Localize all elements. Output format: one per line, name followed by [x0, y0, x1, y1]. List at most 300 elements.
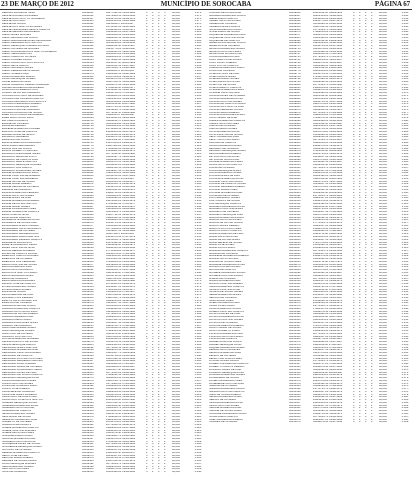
registration-code: 02348740 [82, 133, 94, 136]
ranking-position: 1.570º [401, 368, 409, 371]
score-d: 1 [164, 343, 166, 346]
score-a: 2 [353, 236, 355, 239]
score-a: 6 [146, 216, 148, 219]
candidate-name: RAFAEL HENRIQUE ROSA [209, 343, 242, 346]
candidate-name: FERNANDA APARECIDA LIMA [2, 349, 39, 352]
document-and-birthdate: 34445208-2P 19/11/1984 [106, 310, 136, 313]
score-b: 1 [152, 332, 154, 335]
score-c: 1 [158, 258, 160, 261]
registration-code: 02349549 [82, 446, 94, 449]
score-c: 1 [158, 108, 160, 111]
candidate-name: EDUARDO FELIPE MARTINS [2, 161, 37, 164]
score-a: 6 [353, 175, 355, 178]
score-c: 5 [158, 75, 160, 78]
registration-code: 02349370 [82, 377, 94, 380]
document-and-birthdate: 22447479-8P 24/10/1971 [313, 379, 343, 382]
score-d: 3 [371, 379, 373, 382]
candidate-name: SARA DE SOUZA RIBEIRO [209, 393, 242, 396]
score-c: 4 [158, 249, 160, 252]
final-score: 86,000 [379, 67, 387, 70]
score-c: 2 [365, 150, 367, 153]
registration-code: 02349820 [289, 89, 301, 92]
score-d: 3 [164, 465, 166, 468]
ranking-position: 1.586º [401, 413, 409, 416]
candidate-name: ERIKA MARIA RODRIGUES [2, 280, 35, 283]
score-d: 3 [164, 471, 166, 474]
candidate-name: JOANA APARECIDA LIMA [209, 56, 240, 59]
ranking-position: 1.291º [194, 59, 202, 62]
candidate-name: ELISANGELA DE OLIVEIRA [2, 230, 36, 233]
ranking-position: 1.498º [401, 169, 409, 172]
score-a: 5 [353, 180, 355, 183]
score-c: 3 [365, 415, 367, 418]
score-c: 4 [365, 114, 367, 117]
final-score: 86,000 [172, 86, 180, 89]
final-score: 86,000 [379, 238, 387, 241]
score-a: 1 [146, 70, 148, 73]
registration-code: 02350099 [289, 197, 301, 200]
score-b: 3 [359, 42, 361, 45]
score-d: 2 [164, 296, 166, 299]
candidate-name: DEBORA SALVADOR SILVA [2, 12, 35, 14]
score-c: 3 [158, 296, 160, 299]
score-c: 2 [365, 94, 367, 97]
score-a: 4 [353, 213, 355, 216]
registration-code: 02350149 [289, 216, 301, 219]
document-and-birthdate: 43990167-2P 22/02/1990 [106, 448, 136, 451]
final-score: 86,000 [379, 316, 387, 319]
score-c: 5 [158, 92, 160, 95]
final-score: 86,000 [172, 144, 180, 147]
registration-code: 02349378 [82, 379, 94, 382]
document-and-birthdate: 20556789-2P 28/08/1968 [106, 421, 136, 424]
candidate-name: LIDIANE APARECIDA PIRES [209, 161, 243, 164]
score-c: 4 [158, 211, 160, 214]
registration-code: 02350256 [289, 258, 301, 261]
document-and-birthdate: 44003451-8P 06/02/1991 [106, 343, 136, 346]
score-a: 6 [353, 318, 355, 321]
score-a: 4 [353, 418, 355, 421]
candidate-name: FRANCISCO JOSE DOS SANTOS [2, 399, 43, 402]
candidate-name: NILZA MARIA PIRES [209, 299, 234, 302]
score-b: 4 [152, 155, 154, 158]
registration-code: 02350063 [289, 183, 301, 186]
score-b: 6 [359, 404, 361, 407]
final-score: 86,000 [379, 222, 387, 225]
score-b: 2 [152, 407, 154, 410]
score-d: 2 [164, 194, 166, 197]
score-a: 6 [146, 407, 148, 410]
document-and-birthdate: 27006612-4P 01/11/1976 [106, 147, 136, 150]
score-a: 4 [146, 460, 148, 463]
score-a: 5 [353, 354, 355, 357]
score-b: 3 [152, 310, 154, 313]
final-score: 86,000 [379, 53, 387, 56]
score-b: 4 [359, 108, 361, 111]
score-d: 2 [164, 396, 166, 399]
ranking-position: 1.515º [401, 216, 409, 219]
score-a: 4 [146, 133, 148, 136]
score-a: 2 [146, 263, 148, 266]
candidate-name: PRISCILA DE CAMPOS [209, 338, 237, 341]
registration-code: 02349599 [82, 465, 94, 468]
document-and-birthdate: 16335756-5P 17/01/1964 [313, 72, 343, 75]
score-c: 4 [158, 360, 160, 363]
score-d: 2 [371, 291, 373, 294]
ranking-position: 1.513º [401, 211, 409, 214]
score-a: 3 [353, 299, 355, 302]
score-d: 3 [371, 136, 373, 139]
final-score: 86,000 [172, 17, 180, 20]
ranking-position: 1.313º [194, 119, 202, 122]
document-and-birthdate: 44558990-1P 03/06/1990 [313, 106, 343, 109]
score-a: 6 [146, 260, 148, 263]
document-and-birthdate: 31992679-3P 15/02/1982 [313, 283, 343, 286]
registration-code: 02348461 [82, 34, 94, 37]
final-score: 86,000 [379, 56, 387, 59]
score-d: 2 [164, 269, 166, 272]
score-c: 4 [158, 183, 160, 186]
score-a: 4 [353, 56, 355, 59]
score-a: 2 [146, 141, 148, 144]
document-and-birthdate: 31665204-1P 11/12/1982 [106, 194, 136, 197]
score-d: 2 [371, 166, 373, 169]
registration-code: 02348491 [82, 45, 94, 48]
score-b: 2 [359, 360, 361, 363]
registration-code: 02348770 [82, 144, 94, 147]
score-a: 0 [146, 14, 148, 17]
ranking-position: 1.357º [194, 241, 202, 244]
final-score: 86,000 [172, 155, 180, 158]
score-d: 2 [371, 407, 373, 410]
score-b: 5 [152, 294, 154, 297]
registration-code: 02348962 [82, 219, 94, 222]
score-c: 3 [158, 349, 160, 352]
ranking-position: 1.505º [401, 189, 409, 191]
score-a: 3 [146, 341, 148, 344]
candidate-name: JOAO VICTOR CAMPOS [209, 64, 239, 67]
ranking-position: 1.563º [401, 349, 409, 352]
candidate-name: ELVIRA DE CAMPOS ROCHA [2, 252, 38, 255]
final-score: 86,000 [172, 247, 180, 250]
final-score: 86,000 [379, 335, 387, 338]
score-c: 5 [158, 236, 160, 239]
document-and-birthdate: 19223456-9P 16/03/1967 [106, 418, 136, 421]
final-score: 86,000 [172, 321, 180, 324]
ranking-position: 1.509º [401, 200, 409, 203]
ranking-position: 1.568º [401, 363, 409, 366]
score-d: 1 [371, 327, 373, 330]
score-d: 3 [371, 277, 373, 280]
score-d: 2 [164, 313, 166, 316]
score-c: 4 [158, 291, 160, 294]
score-c: 5 [365, 186, 367, 189]
score-a: 5 [146, 164, 148, 167]
registration-code: 02349356 [82, 371, 94, 374]
score-b: 2 [359, 390, 361, 393]
candidate-name: EDSON LUIZ DE SOUZA [2, 147, 32, 150]
ranking-position: 1.374º [194, 288, 202, 291]
registration-code: 02349541 [82, 443, 94, 446]
score-c: 3 [365, 59, 367, 62]
final-score: 86,000 [172, 169, 180, 172]
final-score: 86,000 [379, 413, 387, 416]
score-d: 3 [371, 94, 373, 97]
registration-code: 02348836 [82, 169, 94, 172]
final-score: 86,000 [379, 144, 387, 147]
candidate-name: SIMONE APARECIDA LIMA [209, 407, 242, 410]
score-c: 3 [158, 233, 160, 236]
document-and-birthdate: 25338901-6P 24/06/1975 [106, 150, 136, 153]
registration-code: 02350592 [289, 388, 301, 391]
registration-code: 02349063 [82, 258, 94, 261]
score-a: 1 [353, 230, 355, 233]
score-c: 4 [158, 28, 160, 31]
score-a: 5 [146, 368, 148, 371]
final-score: 86,000 [172, 471, 180, 474]
final-score: 86,000 [379, 205, 387, 208]
candidate-name: JULIANA FERREIRA SOUZA [209, 108, 243, 111]
document-and-birthdate: 40992779-3P 03/02/1987 [313, 338, 343, 341]
registration-code: 02348604 [82, 83, 94, 86]
final-score: 86,000 [379, 352, 387, 355]
final-score: 86,000 [172, 266, 180, 269]
registration-code: 02349656 [289, 25, 301, 28]
document-and-birthdate: 43336756-5P 04/01/1991 [313, 128, 343, 131]
ranking-position: 1.316º [194, 128, 202, 131]
final-score: 86,000 [379, 224, 387, 227]
registration-code: 02348502 [82, 47, 94, 50]
score-b: 3 [152, 382, 154, 385]
candidate-name: DOUGLAS EDUARDO DOS SANTOS [2, 100, 47, 103]
final-score: 86,000 [172, 296, 180, 299]
ranking-position: 1.576º [401, 385, 409, 388]
score-a: 3 [146, 86, 148, 89]
score-b: 5 [152, 277, 154, 280]
score-a: 3 [146, 31, 148, 34]
registration-code: 02348785 [82, 150, 94, 153]
candidate-name: NATALIA CRISTINA ROSA [209, 288, 241, 291]
score-d: 2 [371, 346, 373, 349]
score-d: 3 [164, 70, 166, 73]
document-and-birthdate: 26110954-0P 18/04/1976 [106, 189, 136, 191]
score-a: 5 [353, 310, 355, 313]
final-score: 86,000 [172, 349, 180, 352]
final-score: 86,000 [379, 25, 387, 28]
score-a: 2 [353, 352, 355, 355]
score-b: 2 [152, 139, 154, 142]
score-c: 3 [365, 332, 367, 335]
final-score: 86,000 [172, 14, 180, 17]
score-b: 6 [152, 153, 154, 156]
document-and-birthdate: 42003891-6P 15/07/1987 [313, 341, 343, 344]
score-b: 4 [152, 385, 154, 388]
document-and-birthdate: 38881757-0P 17/02/1986 [313, 363, 343, 366]
document-and-birthdate: 36223901-7P 25/11/1985 [106, 435, 136, 438]
candidate-name: ELIANE ALVES DE LIMA [2, 197, 32, 200]
score-b: 4 [152, 166, 154, 169]
score-d: 3 [164, 144, 166, 147]
score-b: 4 [152, 263, 154, 266]
document-and-birthdate: 41225607-7P 11/06/1989 [106, 352, 136, 355]
score-d: 3 [164, 227, 166, 230]
header-page-number: PÁGINA 67 [374, 0, 410, 8]
score-c: 2 [158, 125, 160, 128]
registration-code: 02350420 [289, 321, 301, 324]
header-rule [0, 9, 412, 10]
score-d: 3 [164, 307, 166, 310]
ranking-position: 1.390º [194, 332, 202, 335]
registration-code: 02350620 [289, 399, 301, 402]
ranking-position: 1.321º [194, 141, 202, 144]
ranking-position: 1.285º [194, 42, 202, 45]
registration-code: 02349213 [82, 316, 94, 319]
candidate-name: GUILHERME HENRIQUE NUNES [2, 446, 42, 449]
score-b: 5 [152, 457, 154, 460]
score-c: 4 [158, 468, 160, 471]
score-d: 4 [164, 189, 166, 191]
score-b: 1 [152, 158, 154, 161]
score-b: 4 [152, 59, 154, 62]
ranking-position: 1.445º [401, 23, 409, 26]
final-score: 86,000 [379, 100, 387, 103]
score-c: 1 [158, 465, 160, 468]
score-d: 2 [371, 260, 373, 263]
score-a: 0 [146, 12, 148, 14]
ranking-position: 1.403º [194, 368, 202, 371]
registration-code: 02349527 [82, 437, 94, 440]
score-d: 4 [164, 310, 166, 313]
score-c: 5 [158, 451, 160, 454]
document-and-birthdate: 21003091-6P 03/07/1969 [313, 396, 343, 399]
ranking-position: 1.526º [401, 247, 409, 250]
final-score: 86,000 [172, 23, 180, 26]
ranking-position: 1.378º [194, 299, 202, 302]
candidate-name: DIEGO FRANCISCO DOS SANTOS [2, 61, 45, 64]
document-and-birthdate: 29878651-2P 03/10/1979 [106, 200, 136, 203]
candidate-name: DILMA APARECIDA BUENO [2, 75, 35, 78]
score-c: 4 [365, 119, 367, 122]
score-d: 1 [371, 269, 373, 272]
candidate-name: FABIANA MARIA PRADO [2, 318, 32, 321]
candidate-name: IARA APARECIDA GOMES [2, 465, 34, 468]
score-d: 2 [164, 216, 166, 219]
final-score: 86,000 [172, 150, 180, 153]
score-a: 3 [353, 153, 355, 156]
registration-code: 02348512 [82, 50, 94, 53]
score-c: 3 [158, 341, 160, 344]
document-and-birthdate: 39211840-X 16/10/1987 [106, 23, 134, 26]
ranking-position: 1.275º [194, 14, 202, 17]
registration-code: 02350563 [289, 377, 301, 380]
score-a: 3 [353, 357, 355, 360]
score-a: 5 [146, 114, 148, 117]
ranking-position: 1.325º [194, 153, 202, 156]
ranking-position: 1.535º [401, 271, 409, 274]
ranking-position: 1.470º [401, 92, 409, 95]
score-d: 5 [164, 12, 166, 14]
document-and-birthdate: 29225335-2P 26/05/1979 [313, 401, 343, 404]
score-b: 2 [359, 31, 361, 34]
score-b: 4 [152, 283, 154, 286]
ranking-position: 1.440º [194, 471, 202, 474]
score-b: 4 [359, 89, 361, 92]
score-b: 3 [359, 382, 361, 385]
score-a: 5 [146, 440, 148, 443]
registration-code: 02349264 [82, 335, 94, 338]
score-b: 5 [152, 125, 154, 128]
final-score: 86,000 [172, 56, 180, 59]
document-and-birthdate: 44120571-5P 16/12/1991 [106, 161, 136, 164]
ranking-position: 1.342º [194, 200, 202, 203]
score-b: 6 [359, 230, 361, 233]
final-score: 86,000 [379, 191, 387, 194]
score-b: 6 [359, 255, 361, 258]
document-and-birthdate: 18770835-7P 23/08/1966 [313, 415, 343, 418]
final-score: 86,000 [379, 338, 387, 341]
score-c: 4 [158, 106, 160, 109]
candidate-name: JULIANA DE CAMPOS PRADO [209, 103, 246, 106]
registration-code: 02348977 [82, 224, 94, 227]
candidate-name: FERNANDA LUIZA CORREA [2, 363, 36, 366]
final-score: 86,000 [172, 222, 180, 225]
score-d: 2 [164, 81, 166, 84]
score-b: 1 [359, 144, 361, 147]
score-a: 3 [353, 12, 355, 14]
document-and-birthdate: 43345201-2P 28/05/1991 [106, 94, 136, 97]
candidate-name: DIEGO PEREIRA DE OLIVEIRA [2, 70, 40, 73]
document-and-birthdate: 42990516-3P 24/03/1991 [106, 247, 136, 250]
final-score: 86,000 [379, 130, 387, 133]
score-d: 3 [371, 252, 373, 255]
score-c: 5 [158, 324, 160, 327]
score-c: 2 [158, 424, 160, 427]
ranking-position: 1.412º [194, 393, 202, 396]
document-and-birthdate: 44225935-2P 19/06/1991 [313, 291, 343, 294]
score-b: 3 [359, 305, 361, 308]
score-c: 4 [365, 341, 367, 344]
ranking-position: 1.397º [194, 352, 202, 355]
score-a: 3 [146, 128, 148, 131]
score-a: 3 [146, 313, 148, 316]
candidate-name: KARINA MARIA NUNES [209, 128, 238, 131]
ranking-position: 1.380º [194, 305, 202, 308]
score-a: 1 [146, 255, 148, 258]
score-b: 5 [152, 468, 154, 471]
registration-code: 02349127 [82, 283, 94, 286]
document-and-birthdate: 40445917-9P 11/03/1988 [106, 280, 136, 283]
score-d: 2 [164, 150, 166, 153]
document-and-birthdate: 35336857-5P 23/12/1984 [313, 183, 343, 186]
score-c: 2 [158, 338, 160, 341]
score-b: 3 [359, 106, 361, 109]
score-c: 5 [365, 70, 367, 73]
score-d: 3 [164, 321, 166, 324]
registration-code: 02349392 [82, 385, 94, 388]
document-and-birthdate: 30556781-6P 14/07/1981 [106, 175, 136, 178]
candidate-name: EVANDRO LUIS PEREIRA [2, 296, 34, 299]
candidate-name: JULIO CESAR DE LIMA [209, 117, 238, 120]
candidate-name: GERALDO APARECIDO LIMA [2, 418, 38, 421]
final-score: 86,000 [379, 285, 387, 288]
score-b: 2 [359, 233, 361, 236]
registration-code: 02348813 [82, 161, 94, 164]
registration-code: 02349442 [82, 404, 94, 407]
candidate-name: LUANA DE OLIVEIRA [209, 166, 235, 169]
document-and-birthdate: 21992579-3P 21/08/1970 [313, 255, 343, 258]
score-c: 4 [365, 166, 367, 169]
ranking-position: 1.371º [194, 280, 202, 283]
